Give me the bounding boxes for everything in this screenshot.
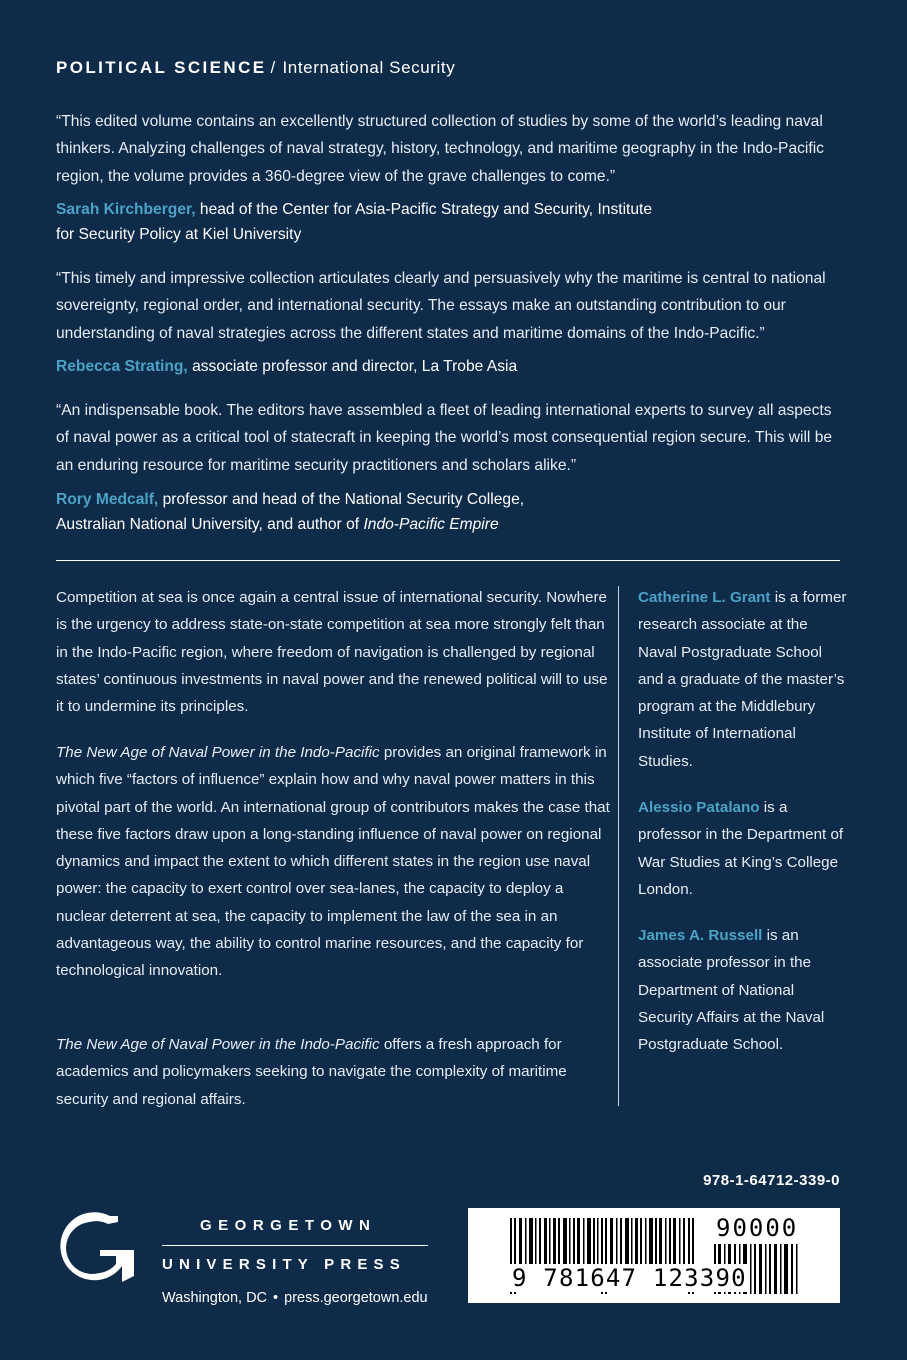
endorsement-attribution-1: [56, 197, 656, 247]
section-divider: [56, 560, 840, 561]
editor-bio-3: [638, 922, 848, 1058]
publisher-website: press.georgetown.edu: [284, 1290, 428, 1306]
editor-bio-text: is an associate professor in the Department of National Security Affairs at the Naval Postgraduate School.: [638, 927, 825, 1054]
editor-name: James A. Russell: [638, 927, 763, 944]
endorser-name: Rory Medcalf,: [56, 491, 159, 508]
publisher-rule: [162, 1245, 428, 1246]
endorser-title: head of the Center for Asia-Pacific Strategy and Security, Institute for Security Policy at Kiel University: [56, 201, 653, 243]
georgetown-g-logo-icon: [56, 1212, 136, 1289]
book-title: The New Age of Naval Power in the Indo-Pacific: [56, 744, 380, 761]
endorser-name: Rebecca Strating,: [56, 358, 188, 375]
category-main: POLITICAL SCIENCE: [56, 58, 267, 77]
separator-dot: •: [273, 1290, 279, 1306]
publisher-name-line2: UNIVERSITY PRESS: [162, 1256, 406, 1273]
editor-bio-text: is a former research associate at the Naval Postgraduate School and a graduate of the master’s program at the Middlebury Institute of International Studies.: [638, 589, 847, 770]
editor-bio-2: [638, 794, 848, 903]
barcode-addon: 90000: [716, 1214, 799, 1242]
publisher-name-line1: GEORGETOWN: [200, 1217, 377, 1234]
endorsement-quote-1: “This edited volume contains an excellently structured collection of studies by some of the world’s leading naval thinkers. Analyzing challenges of naval strategy, history, technology, and maritime geography in the Indo-Pacific region, the volume provides a 360-degree view of the grave challenges to come.”: [56, 113, 824, 185]
description-paragraph-1: Competition at sea is once again a central issue of international security. Nowhere is the urgency to address state-on-state competition at sea more strongly felt than in the Indo-Pacific region, where freedom of navigation is challenged by regional states’ continuous investments in naval power and the renewed political will to use it to undermine its principles.: [56, 589, 608, 716]
editor-name: Alessio Patalano: [638, 799, 760, 816]
endorsement-attribution-2: [56, 354, 846, 379]
editor-name: Catherine L. Grant: [638, 589, 771, 606]
isbn-barcode: [468, 1208, 840, 1303]
column-divider: [618, 586, 619, 1106]
isbn-number: 978-1-64712-339-0: [703, 1172, 840, 1189]
subject-category: [56, 58, 455, 78]
description-paragraph-2: [56, 739, 612, 985]
endorser-title: associate professor and director, La Trobe Asia: [192, 358, 518, 375]
publisher-city: Washington, DC: [162, 1290, 268, 1306]
book-title-italic: Indo-Pacific Empire: [363, 516, 499, 533]
description-paragraph-3: [56, 1031, 612, 1113]
endorser-title: professor and head of the National Security College, Australian National University, and author of: [56, 491, 525, 533]
endorsement-attribution-3: [56, 487, 556, 537]
endorsement-quote-2: “This timely and impressive collection articulates clearly and persuasively why the maritime is central to national sovereignty, regional order, and international security. The essays make an outstanding contribution to our understanding of naval strategies across the different states and maritime domains of the Indo-Pacific.”: [56, 270, 826, 342]
category-sub: International Security: [282, 58, 456, 77]
description-text: offers a fresh approach for academics and policymakers seeking to navigate the complexity of maritime security and regional affairs.: [56, 1036, 567, 1108]
barcode-number: 9 781647 123390: [512, 1264, 747, 1292]
editor-bio-1: [638, 584, 848, 775]
publisher-location: [162, 1290, 428, 1306]
endorser-name: Sarah Kirchberger,: [56, 201, 196, 218]
description-text: provides an original framework in which five “factors of influence” explain how and why naval power matters in this pivotal part of the world. An international group of contributors makes the case that these five factors draw upon a long-standing influence of naval power on regional dynamics and impact the extent to which different states in the region use naval power: the capacity to exert control over sea-lanes, the capacity to deploy a nuclear deterrent at sea, the capacity to implement the law of the sea in an advantageous way, the ability to control marine resources, and the capacity for technological innovation.: [56, 744, 610, 980]
editor-bio-text: is a professor in the Department of War Studies at King’s College London.: [638, 799, 844, 898]
book-title: The New Age of Naval Power in the Indo-Pacific: [56, 1036, 380, 1053]
endorsement-quote-3: “An indispensable book. The editors have assembled a fleet of leading international experts to survey all aspects of naval power as a critical tool of statecraft in keeping the world’s most consequential region secure. This will be an enduring resource for maritime security practitioners and scholars alike.”: [56, 402, 833, 474]
category-separator: /: [270, 58, 277, 77]
